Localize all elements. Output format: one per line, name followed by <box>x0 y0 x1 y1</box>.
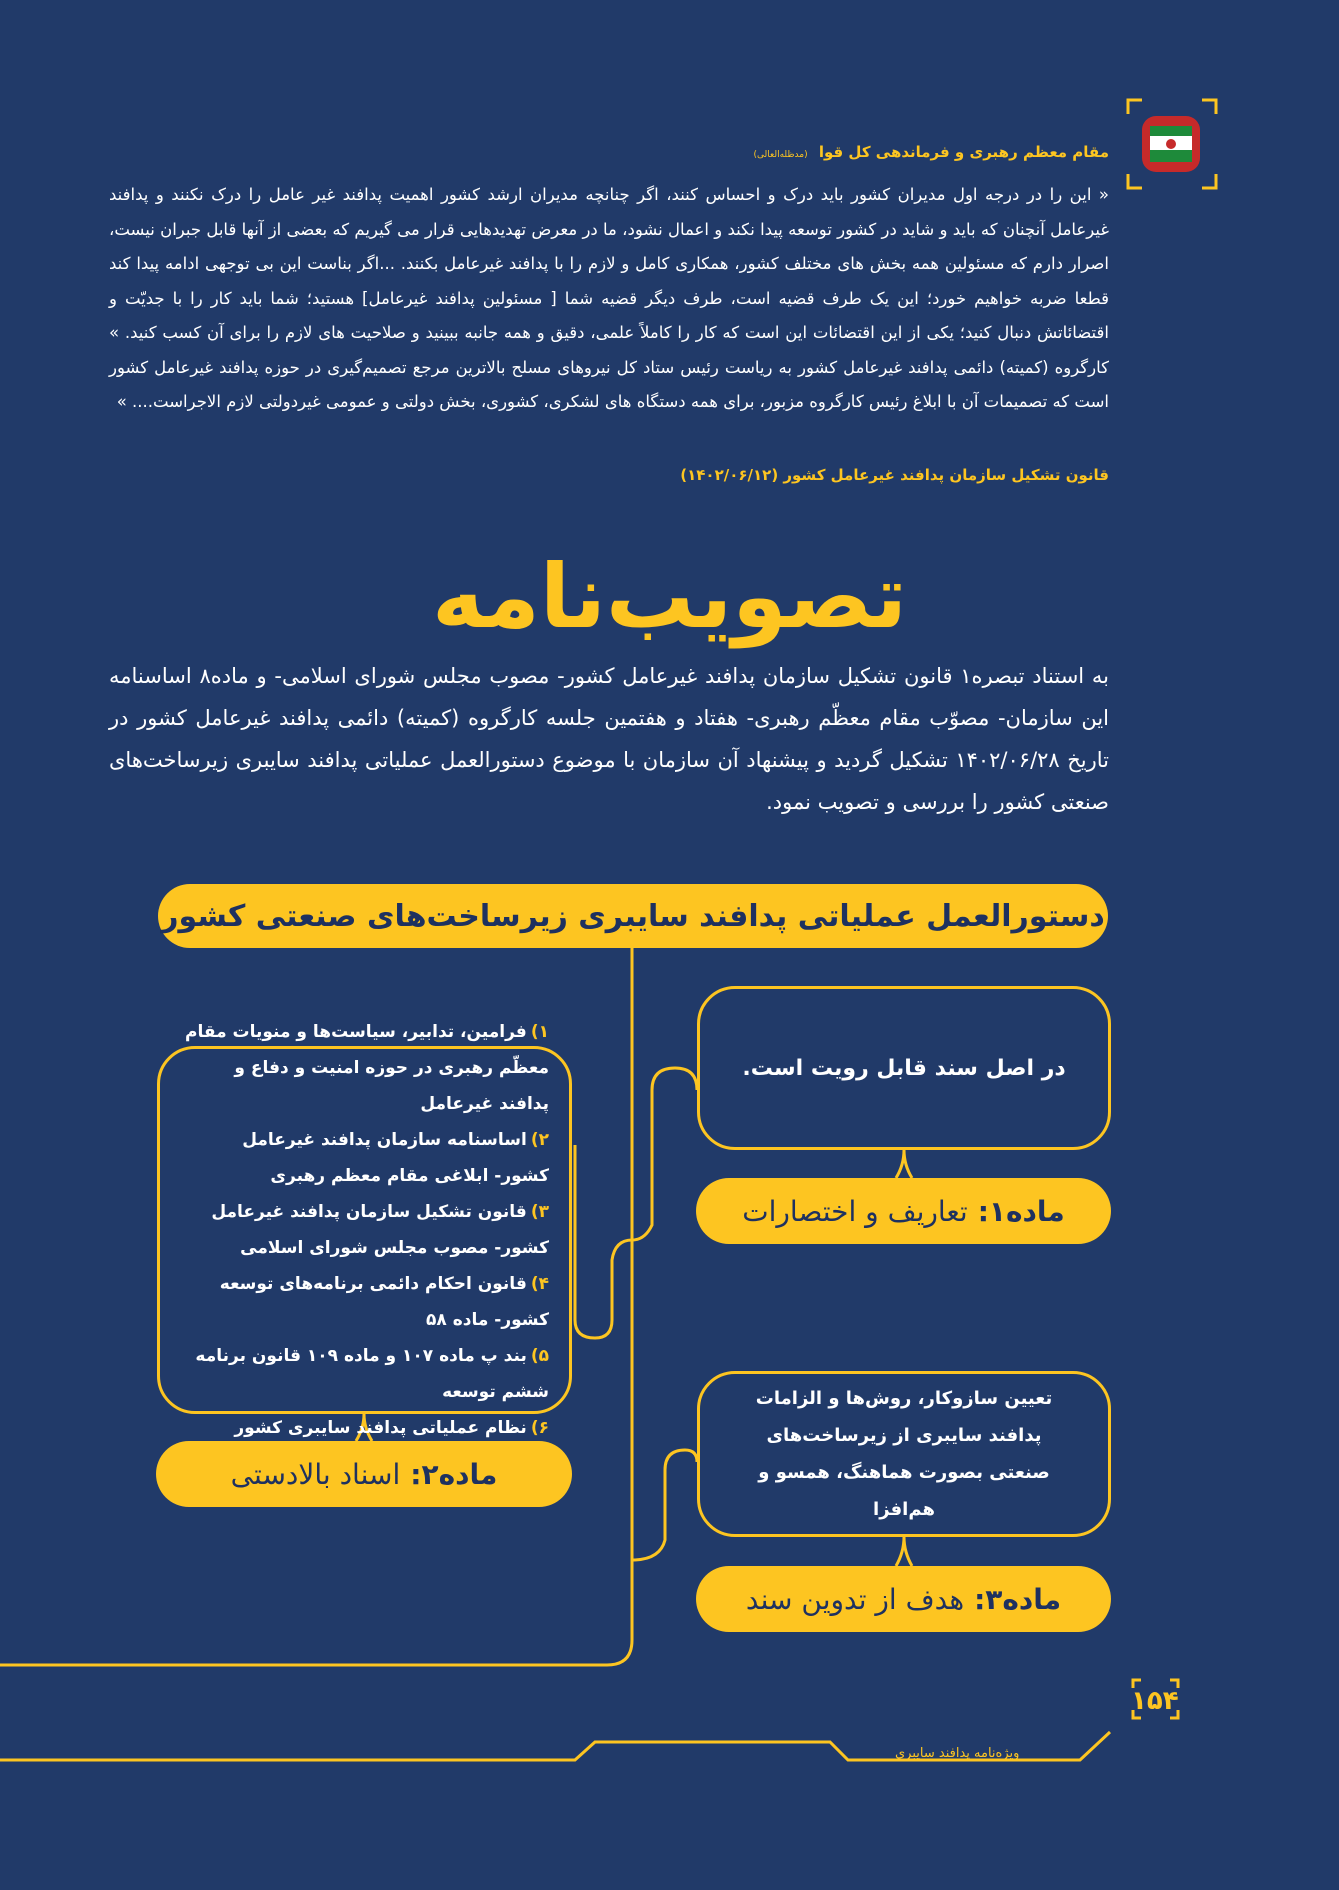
list-number: ۱) <box>530 1022 549 1042</box>
list-number: ۵) <box>530 1346 549 1366</box>
article-2-content-box <box>157 1022 572 1438</box>
list-text: قانون احکام دائمی برنامه‌های توسعه کشور- ماده ۵۸ <box>219 1274 549 1330</box>
list-number: ۲) <box>530 1130 549 1150</box>
document-banner: دستورالعمل عملیاتی پدافند سایبری زیرساخت‌های صنعتی کشور <box>158 884 1108 948</box>
speaker-name: مقام معظم رهبری و فرماندهی کل قوا <box>818 143 1109 161</box>
list-text: اساسنامه سازمان پدافند غیرعامل کشور- ابلاغی مقام معظم رهبری <box>242 1130 549 1186</box>
leader-quote: « این را در درجه اول مدیران کشور باید درک و احساس کنند، اگر چنانچه مدیران ارشد کشور اهمیت پدافند غیر عامل را درک نکنند و پدافند غیرعامل آنچنان که باید و شاید در کشور توسعه پیدا نکند و اعمال نشود، ما در معرض تهدیدهایی قرار می گیریم که بعضی از آنها قابل جبران نیست، اصرار دارم که مسئولین همه بخش های مختلف کشور، همکاری کامل و لازم را با پدافند غیرعامل بکنند. ...اگر بناست این بی توجهی ادامه پیدا کند قطعا ضربه خواهیم خورد؛ این یک طرف قضیه است، طرف دیگر قضیه شما [ مسئولین پدافند غیرعامل] هستید؛ شما باید کار را با جدیّت و اقتضائاتش دنبال کنید؛ یکی از این اقتضائات این است که کار را کاملاً علمی، دقیق و همه جانبه ببینید و صلاحیت های لازم را برای آن کسب کنید. » کارگروه (کمیته) دائمی پدافند غیرعامل کشور به ریاست رئیس ستاد کل نیروهای مسلح بالاترین مرجع تصمیم‌گیری در حوزه پدافند غیرعامل کشور است که تصمیمات آن با ابلاغ رئیس کارگروه مزبور، برای همه دستگاه های لشکری، کشوری، بخش دولتی و عمومی غیردولتی لازم الاجراست.... » <box>109 185 1109 411</box>
list-number: ۴) <box>530 1274 549 1294</box>
article-1-content-box <box>697 986 1111 1150</box>
list-item <box>182 1338 549 1410</box>
list-text: قانون تشکیل سازمان پدافند غیرعامل کشور- مصوب مجلس شورای اسلامی <box>211 1202 549 1258</box>
list-text: بند پ ماده ۱۰۷ و ماده ۱۰۹ قانون برنامه ششم توسعه <box>195 1346 549 1402</box>
article-2-title: اسناد بالادستی <box>230 1457 401 1491</box>
article-2-number: ماده۲: <box>410 1457 498 1491</box>
article-1-content: در اصل سند قابل رویت است. <box>742 1055 1066 1081</box>
article-3-content: تعیین سازوکار، روش‌ها و الزامات پدافند سایبری از زیرساخت‌های صنعتی بصورت هماهنگ، همسو و هم‌افزا <box>755 1388 1053 1520</box>
list-item <box>182 1014 549 1122</box>
article-1-title: تعاریف و اختصارات <box>742 1194 968 1228</box>
page-title: تصویب‌نامه <box>431 545 908 648</box>
article-2-label <box>156 1441 572 1507</box>
reference-list <box>160 1014 569 1446</box>
article-1-number: ماده۱: <box>977 1194 1065 1228</box>
publication-name: ویژه‌نامه پدافند سایبری <box>895 1746 1020 1761</box>
list-item <box>182 1266 549 1338</box>
list-number: ۳) <box>530 1202 549 1222</box>
article-3-number: ماده۳: <box>974 1582 1062 1616</box>
list-number: ۶) <box>530 1418 549 1438</box>
page-number: ۱۵۴ <box>1131 1686 1179 1716</box>
quote-speaker <box>209 143 1109 161</box>
list-text: فرامین، تدابیر، سیاست‌ها و منویات مقام معظّم رهبری در حوزه امنیت و دفاع و پدافند غیرعامل <box>185 1022 549 1114</box>
list-item <box>182 1122 549 1194</box>
intro-paragraph: به استناد تبصره۱ قانون تشکیل سازمان پدافند غیرعامل کشور- مصوب مجلس شورای اسلامی- و ماده۸ اساسنامه این سازمان- مصوّب مقام معظّم رهبری- هفتاد و هفتمین جلسه کارگروه (کمیته) دائمی پدافند غیرعامل کشور در تاریخ ۱۴۰۲/۰۶/۲۸ تشکیل گردید و پیشنهاد آن سازمان با موضوع دستورالعمل عملیاتی پدافند سایبری زیرساخت‌های صنعتی کشور را بررسی و تصویب نمود. <box>109 664 1110 814</box>
article-3-label <box>696 1566 1111 1632</box>
article-3-title: هدف از تدوین سند <box>745 1582 965 1616</box>
list-text: نظام عملیاتی پدافند سایبری کشور <box>234 1418 527 1438</box>
quote-source: قانون تشکیل سازمان پدافند غیرعامل کشور (۱۴۰۲/۰۶/۱۲) <box>680 466 1109 484</box>
article-1-label <box>696 1178 1111 1244</box>
article-3-content-box <box>697 1371 1111 1537</box>
organization-logo <box>1122 94 1222 194</box>
list-item <box>182 1194 549 1266</box>
speaker-honorific: (مدظله‌العالی) <box>753 150 808 160</box>
